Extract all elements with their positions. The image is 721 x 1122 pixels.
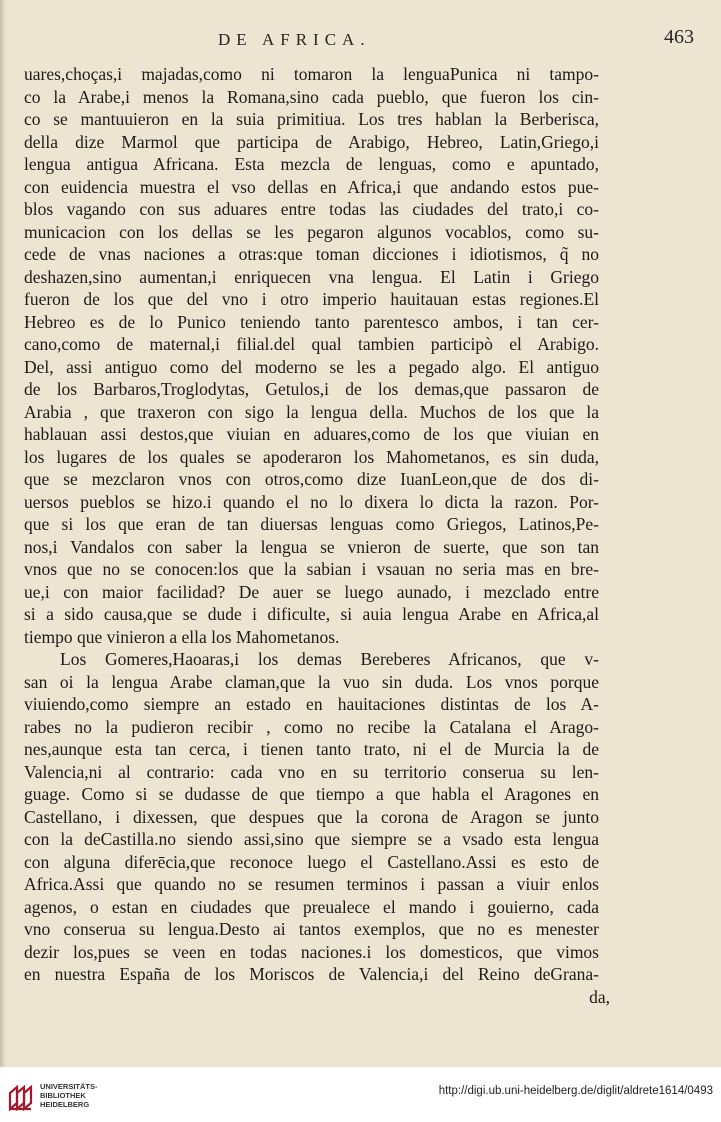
text-line: con euidencia muestra el vso dellas en Africa,i que andando estos pue- bbox=[24, 176, 599, 197]
text-line: que se mezclaron vnos con otros,como dize IuanLeon,que de dos di- bbox=[24, 469, 599, 489]
text-line: de los Barbaros,Troglodytas, Getulos,i de los demas,que passaron de bbox=[24, 379, 599, 399]
text-line: deshazen,sino aumentan,i enriquecen vna lengua. El Latin i Griego bbox=[24, 266, 599, 287]
text-line: co la Arabe,i menos la Romana,sino cada pueblo, que fueron los cin- bbox=[24, 86, 599, 107]
text-line: Castellano, i dixessen, que despues que la corona de Aragon se junto bbox=[24, 806, 599, 827]
text-line: los lugares de los quales se apoderaron los Mahometanos, es sin duda, bbox=[24, 446, 599, 467]
text-line: Los Gomeres,Haoaras,i los demas Bereberes Africanos, que v- bbox=[60, 649, 599, 669]
text-line: vno conserua su lengua.Desto ai tantos exemplos, que no es menester bbox=[24, 919, 599, 939]
library-name-line: BIBLIOTHEK bbox=[40, 1091, 86, 1100]
text-line: fueron de los que del vno i otro imperio hauitauan estas regiones.El bbox=[24, 289, 599, 309]
library-name-line: UNIVERSITÄTS- bbox=[40, 1082, 98, 1091]
text-line: ue,i con maior facilidad? De auer se luego aunado, i mezclado entre bbox=[24, 581, 599, 602]
text-line: dezir los,pues se veen en todas naciones.i los domesticos, que vimos bbox=[24, 941, 599, 962]
text-line: della dize Marmol que participa de Arabigo, Hebreo, Latin,Griego,i bbox=[24, 131, 599, 152]
text-line: agenos, o estan en ciudades que preualece el mando i gouierno, cada bbox=[24, 896, 599, 917]
text-line: blos vagando con sus aduares entre todas las ciudades del trato,i co- bbox=[24, 199, 599, 219]
text-line: en nuestra España de los Moriscos de Valencia,i del Reino deGrana- bbox=[24, 964, 599, 984]
source-url-link[interactable]: http://digi.ub.uni-heidelberg.de/diglit/aldrete1614/0493 bbox=[438, 1085, 713, 1097]
text-line: si a sido causa,que se dude i dificulte, si auia lengua Arabe en Africa,al bbox=[24, 604, 599, 624]
text-line: hablauan assi destos,que viuian en aduares,como de los que viuian en bbox=[24, 424, 599, 444]
text-line: vnos que no se conocen:los que la sabian i vsauan no seria mas en bre- bbox=[24, 559, 599, 579]
text-line: cano,como de maternal,i filial.del qual tambien participò el Arabigo. bbox=[24, 334, 599, 354]
page-number: 463 bbox=[664, 26, 694, 48]
page-header bbox=[0, 26, 721, 56]
text-line: con la deCastilla.no siendo assi,sino que siempre se a vsado esta lengua bbox=[24, 829, 599, 849]
library-name-line: HEIDELBERG bbox=[40, 1100, 90, 1109]
text-line: Del, assi antiguo como del moderno se les a pegado algo. El antiguo bbox=[24, 356, 599, 377]
text-line: co se mantuuieron en la suia primitiua. Los tres hablan la Berberisca, bbox=[24, 109, 599, 129]
university-library-logo-icon bbox=[8, 1081, 34, 1111]
text-line: uersos pueblos se hizo.i quando el no lo dixera lo dicta la razon. Por- bbox=[24, 491, 599, 512]
text-line: municacion con los dellas se les pegaron algunos vocablos, como su- bbox=[24, 221, 599, 242]
text-line: guage. Como si se dudasse de que tiempo a que habla el Aragones en bbox=[24, 784, 599, 804]
text-line: que si los que eran de tan diuersas lenguas como Griegos, Latinos,Pe- bbox=[24, 514, 599, 534]
text-line: cede de vnas naciones a otras:que toman dicciones i idiotismos, q̃ no bbox=[24, 244, 599, 264]
text-line: Hebreo es de lo Punico teniendo tanto parentesco ambos, i tan cer- bbox=[24, 311, 599, 332]
text-line: nes,aunque esta tan cerca, i tienen tanto trato, ni el de Murcia la de bbox=[24, 739, 599, 759]
text-line: da, bbox=[589, 986, 610, 1007]
text-line: uares,choças,i majadas,como ni tomaron la lenguaPunica ni tampo- bbox=[24, 64, 599, 84]
text-line: san oi la lengua Arabe claman,que la vuo sin duda. Los vnos porque bbox=[24, 671, 599, 692]
library-name bbox=[40, 1082, 98, 1109]
text-line: con alguna diferēcia,que reconoce luego el Castellano.Assi es esto de bbox=[24, 851, 599, 872]
text-line: nos,i Vandalos con saber la lengua se vnieron de suerte, que son tan bbox=[24, 536, 599, 557]
text-line: rabes no la pudieron recibir , como no recibe la Catalana el Arago- bbox=[24, 716, 599, 737]
text-line: Valencia,ni al contrario: cada vno en su territorio conserua su len- bbox=[24, 761, 599, 782]
footer-bar bbox=[0, 1067, 721, 1122]
running-title: DE AFRICA. bbox=[218, 30, 371, 49]
text-line: lengua antigua Africana. Esta mezcla de lenguas, como e apuntado, bbox=[24, 154, 599, 174]
text-line: Africa.Assi que quando no se resumen terminos i passan a viuir enlos bbox=[24, 874, 599, 894]
text-line: tiempo que vinieron a ella los Mahometanos. bbox=[24, 626, 340, 647]
text-line: viuiendo,como siempre an estado en hauitaciones distintas de los A- bbox=[24, 694, 599, 714]
text-line: Arabia , que traxeron con sigo la lengua della. Muchos de los que la bbox=[24, 401, 599, 422]
